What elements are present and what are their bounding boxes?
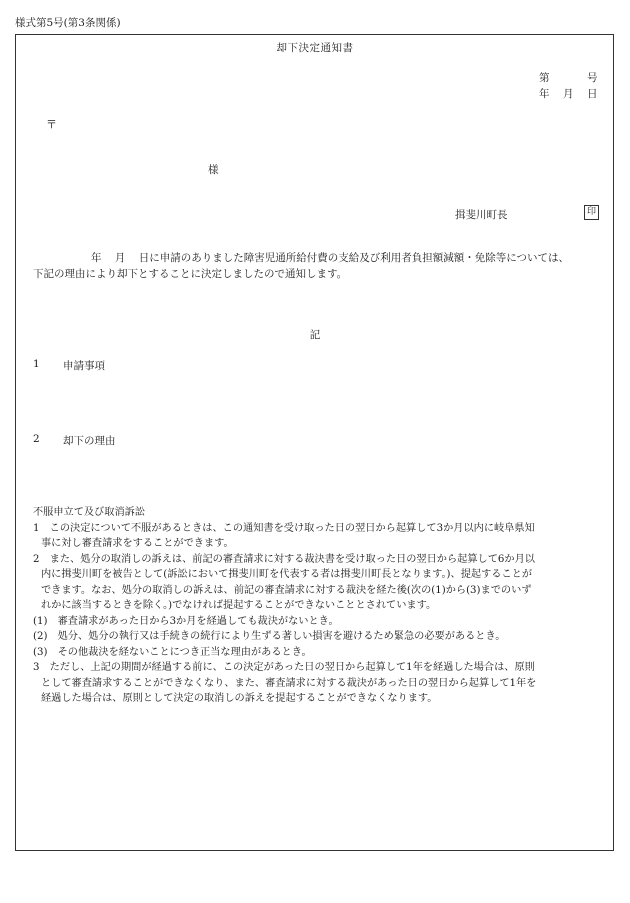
appeal-line: れかに該当するときを除く。)でなければ提起することができないこととされています。 <box>41 600 437 611</box>
number-prefix: 第 <box>539 72 550 84</box>
appeal-heading: 不服申立て及び取消訴訟 <box>33 507 146 518</box>
appeal-line: として審査請求することができなくなり、また、審査請求に対する裁決があった日の翌日から起算して1年を <box>41 677 537 689</box>
notice-body-line-1: 年 月 日に申請のありました障害児通所給付費の支給及び利用者負担額減額・免除等については、 <box>91 252 570 264</box>
appeal-notice <box>33 505 613 707</box>
section-2-label: 却下の理由 <box>63 435 116 447</box>
addressee-suffix: 様 <box>208 164 219 176</box>
postal-mark: 〒 <box>46 118 57 131</box>
appeal-line: 3 ただし、上記の期間が経過する前に、この決定があった日の翌日から起算して1年を経過した場合は、原則 <box>33 662 535 673</box>
ki-heading: 記 <box>309 329 321 341</box>
appeal-line: 事に対し審査請求をすることができます。 <box>41 538 234 549</box>
section-1-label: 申請事項 <box>63 360 105 372</box>
appeal-line: 経過した場合は、原則として決定の取消しの訴えを提起することができなくなります。 <box>41 693 438 704</box>
date-day: 日 <box>587 88 598 100</box>
appeal-line: 2 また、処分の取消しの訴えは、前記の審査請求に対する裁決書を受け取った日の翌日から起算して6か月以 <box>33 553 535 565</box>
issuer-name: 揖斐川町長 <box>455 209 508 221</box>
appeal-line: (2) 処分、処分の執行又は手続きの続行により生ずる著しい損害を避けるため緊急の必要があるとき。 <box>33 631 506 642</box>
appeal-line: 1 この決定について不服があるときは、この通知書を受け取った日の翌日から起算して3か月以内に岐阜県知 <box>33 522 535 534</box>
date-month: 月 <box>563 88 574 100</box>
document-title: 却下決定通知書 <box>276 42 354 54</box>
notice-body <box>33 250 611 282</box>
appeal-line: (3) その他裁決を経ないことにつき正当な理由があるとき。 <box>33 646 312 658</box>
notice-body-line-2: 下記の理由により却下とすることに決定しましたので通知します。 <box>33 268 348 280</box>
section-1-number: 1 <box>33 358 40 370</box>
appeal-line: 内に揖斐川町を被告として(訴訟において揖斐川町を代表する者は揖斐川町長となります。)、提起することが <box>41 569 533 580</box>
number-suffix: 号 <box>587 72 598 84</box>
seal-mark: 印 <box>584 205 599 220</box>
form-number-label: 様式第5号(第3条関係) <box>15 17 121 29</box>
date-year: 年 <box>539 88 550 100</box>
section-2-number: 2 <box>33 433 40 445</box>
appeal-line: (1) 審査請求があった日から3か月を経過しても裁決がないとき。 <box>33 615 339 627</box>
appeal-line: できます。なお、処分の取消しの訴えは、前記の審査請求に対する裁決を経た後(次の(1)から(3)までのいず <box>41 584 532 596</box>
